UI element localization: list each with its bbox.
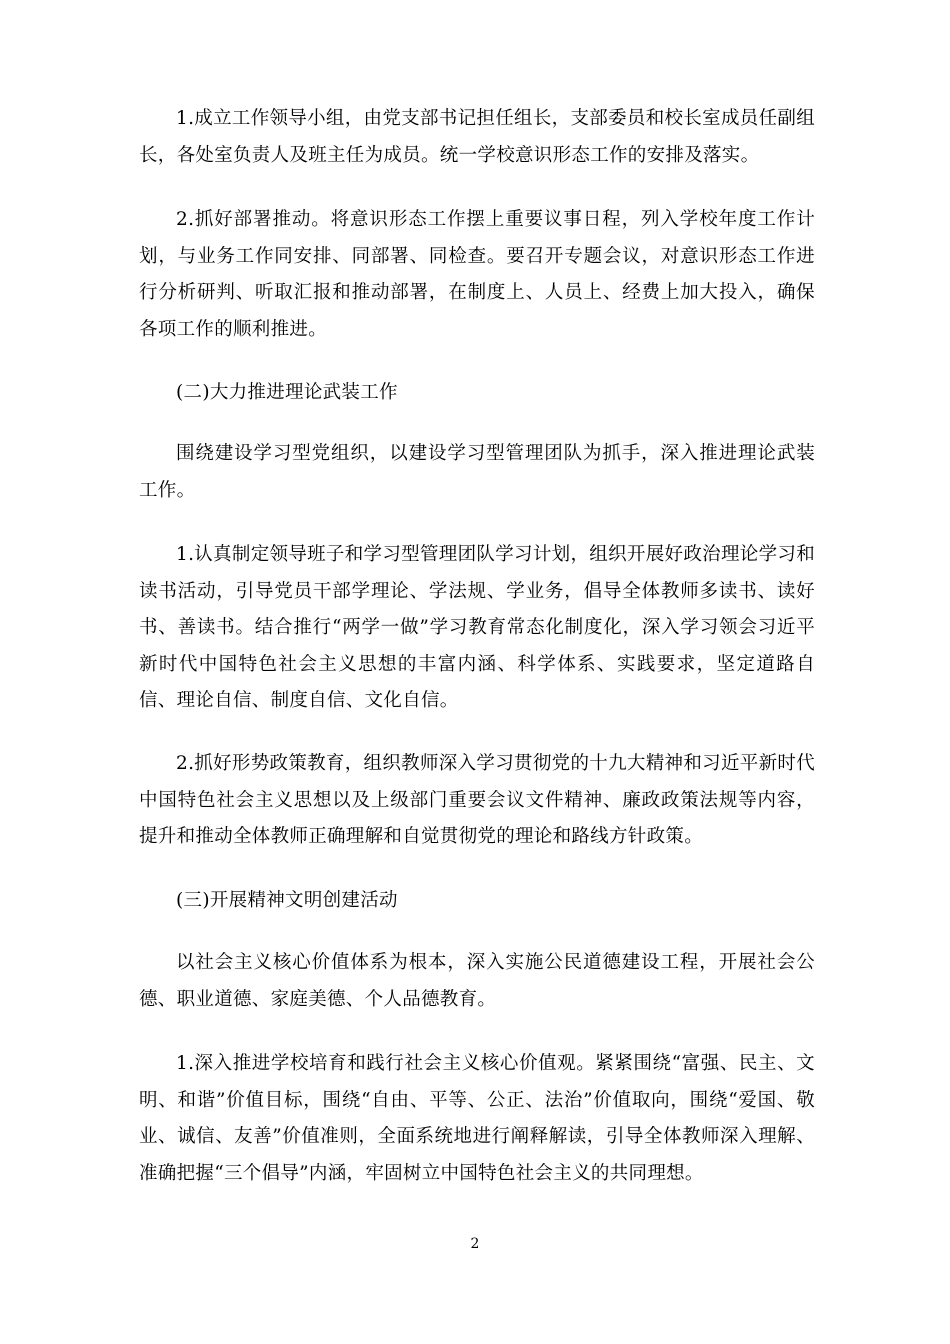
paragraph-study-plan: 1.认真制定领导班子和学习型管理团队学习计划，组织开展好政治理论学习和读书活动，引导党员干部学理论、学法规、学业务，倡导全体教师多读书、读好书、善读书。结合推行“两学一做”学习教育常态化制度化，深入学习领会习近平新时代中国特色社会主义思想的丰富内涵、科学体系、实践要求，坚定道路自信、理论自信、制度自信、文化自信。 [139, 544, 815, 711]
page-number: 2 [470, 1236, 480, 1252]
paragraph-civilization-intro: 以社会主义核心价值体系为根本，深入实施公民道德建设工程，开展社会公德、职业道德、家庭美德、个人品德教育。 [139, 952, 815, 1010]
section-heading-civilization: (三)开展精神文明创建活动 [176, 890, 398, 911]
paragraph-deployment: 2.抓好部署推动。将意识形态工作摆上重要议事日程，列入学校年度工作计划，与业务工作同安排、同部署、同检查。要召开专题会议，对意识形态工作进行分析研判、听取汇报和推动部署，在制度上、人员上、经费上加大投入，确保各项工作的顺利推进。 [139, 209, 815, 340]
paragraph-theory-intro: 围绕建设学习型党组织，以建设学习型管理团队为抓手，深入推进理论武装工作。 [139, 443, 815, 501]
paragraph-core-values: 1.深入推进学校培育和践行社会主义核心价值观。紧紧围绕“富强、民主、文明、和谐”价值目标，围绕“自由、平等、公正、法治”价值取向，围绕“爱国、敬业、诚信、友善”价值准则，全面系统地进行阐释解读，引导全体教师深入理解、准确把握“三个倡导”内涵，牢固树立中国特色社会主义的共同理想。 [139, 1053, 815, 1184]
section-heading-theory: (二)大力推进理论武装工作 [176, 382, 398, 403]
paragraph-leadership-group: 1.成立工作领导小组，由党支部书记担任组长，支部委员和校长室成员任副组长，各处室负责人及班主任为成员。统一学校意识形态工作的安排及落实。 [139, 108, 815, 166]
paragraph-policy-education: 2.抓好形势政策教育，组织教师深入学习贯彻党的十九大精神和习近平新时代中国特色社会主义思想以及上级部门重要会议文件精神、廉政政策法规等内容，提升和推动全体教师正确理解和自觉贯彻党的理论和路线方针政策。 [139, 753, 815, 847]
